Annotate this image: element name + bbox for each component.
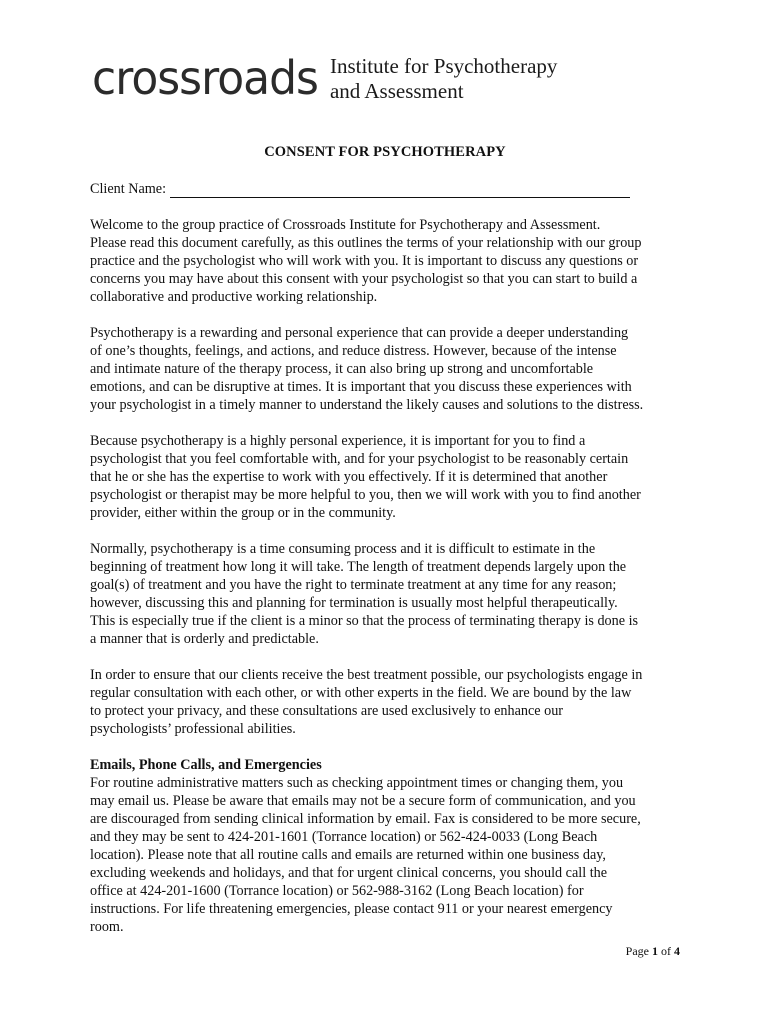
client-name-label: Client Name:	[90, 181, 167, 197]
paragraph-line: In order to ensure that our clients receive the best treatment possible, our psychologists engage in	[90, 667, 643, 683]
paragraph-line: instructions. For life threatening emergencies, please contact 911 or your nearest emergency	[90, 901, 613, 917]
of-word: of	[661, 944, 671, 958]
client-name-row	[90, 180, 688, 198]
paragraph-line: your psychologist in a timely manner to understand the likely causes and solutions to the distress.	[90, 397, 644, 413]
paragraph-line: of one’s thoughts, feelings, and actions, and reduce distress. However, because of the intense	[90, 343, 617, 359]
paragraph-line: office at 424-201-1600 (Torrance location) or 562-988-3162 (Long Beach location) for	[90, 883, 584, 899]
paragraph-line: provider, either within the group or in the community.	[90, 505, 396, 521]
paragraph	[90, 324, 688, 414]
paragraph-line: and intimate nature of the therapy process, it can also bring up strong and uncomfortable	[90, 361, 594, 377]
paragraph-line: Psychotherapy is a rewarding and personal experience that can provide a deeper understanding	[90, 325, 629, 341]
total-pages: 4	[674, 944, 680, 958]
paragraph-line: Normally, psychotherapy is a time consuming process and it is difficult to estimate in the	[90, 541, 596, 557]
paragraph-line: Please read this document carefully, as this outlines the terms of your relationship with our group	[90, 235, 642, 251]
paragraph-line: psychologists’ professional abilities.	[90, 721, 296, 737]
paragraph-line: may email us. Please be aware that emails may not be a secure form of communication, and you	[90, 793, 636, 809]
document-title: CONSENT FOR PSYCHOTHERAPY	[264, 144, 506, 160]
paragraph-line: location). Please note that all routine calls and emails are returned within one business day,	[90, 847, 606, 863]
paragraph-line: collaborative and productive working relationship.	[90, 289, 378, 305]
paragraph-line: Welcome to the group practice of Crossroads Institute for Psychotherapy and Assessment.	[90, 217, 601, 233]
client-name-field[interactable]	[170, 184, 630, 198]
paragraph-line: however, discussing this and planning for termination is usually most helpful therapeutically.	[90, 595, 618, 611]
paragraph-line: a manner that is orderly and predictable.	[90, 631, 319, 647]
paragraph-line: excluding weekends and holidays, and that for urgent clinical concerns, you should call the	[90, 865, 608, 881]
current-page: 1	[652, 944, 658, 958]
paragraphs	[90, 216, 688, 738]
logo-tagline	[330, 54, 557, 104]
paragraph-line: to protect your privacy, and these consultations are used exclusively to enhance our	[90, 703, 564, 719]
logo-wordmark: crossroads	[92, 51, 318, 106]
paragraph-line: and they may be sent to 424-201-1601 (Torrance location) or 562-424-0033 (Long Beach	[90, 829, 598, 845]
paragraph	[90, 540, 688, 648]
crossroads-logo	[92, 42, 557, 112]
paragraph-line: For routine administrative matters such as checking appointment times or changing them, you	[90, 775, 624, 791]
paragraph-line: goal(s) of treatment and you have the right to terminate treatment at any time for any reason;	[90, 577, 617, 593]
paragraph-line: psychologist or therapist may be more helpful to you, then we will work with you to find another	[90, 487, 641, 503]
logo-tagline-line-2: and Assessment	[329, 79, 464, 103]
paragraph-line: This is especially true if the client is a minor so that the process of terminating therapy is done is	[90, 613, 639, 629]
paragraph-line: beginning of treatment how long it will take. The length of treatment depends largely upon the	[90, 559, 627, 575]
paragraph-line: psychologist that you feel comfortable with, and for your psychologist to be reasonably certain	[90, 451, 629, 467]
paragraph-line: room.	[90, 919, 124, 935]
paragraph-line: that he or she has the expertise to work with you effectively. If it is determined that another	[90, 469, 608, 485]
logo-tagline-line-1: Institute for Psychotherapy	[329, 54, 558, 78]
paragraph	[90, 666, 688, 738]
page-word: Page	[625, 944, 649, 958]
document-body	[90, 180, 688, 954]
emails-section	[90, 756, 688, 936]
paragraph-line: practice and the psychologist who will work with you. It is important to discuss any questions or	[90, 253, 639, 269]
paragraph	[90, 432, 688, 522]
page-number	[626, 944, 680, 959]
paragraph-line: emotions, and can be disruptive at times. It is important that you discuss these experiences with	[90, 379, 632, 395]
paragraph	[90, 216, 688, 306]
emails-section-heading: Emails, Phone Calls, and Emergencies	[90, 757, 322, 773]
paragraph-line: concerns you may have about this consent with your psychologist so that you can start to build a	[90, 271, 638, 287]
paragraph-line: are discouraged from sending clinical information by email. Fax is considered to be more secure,	[90, 811, 641, 827]
emails-section-body	[90, 774, 688, 936]
paragraph-line: regular consultation with each other, or with other experts in the field. We are bound by the law	[90, 685, 632, 701]
paragraph-line: Because psychotherapy is a highly personal experience, it is important for you to find a	[90, 433, 586, 449]
